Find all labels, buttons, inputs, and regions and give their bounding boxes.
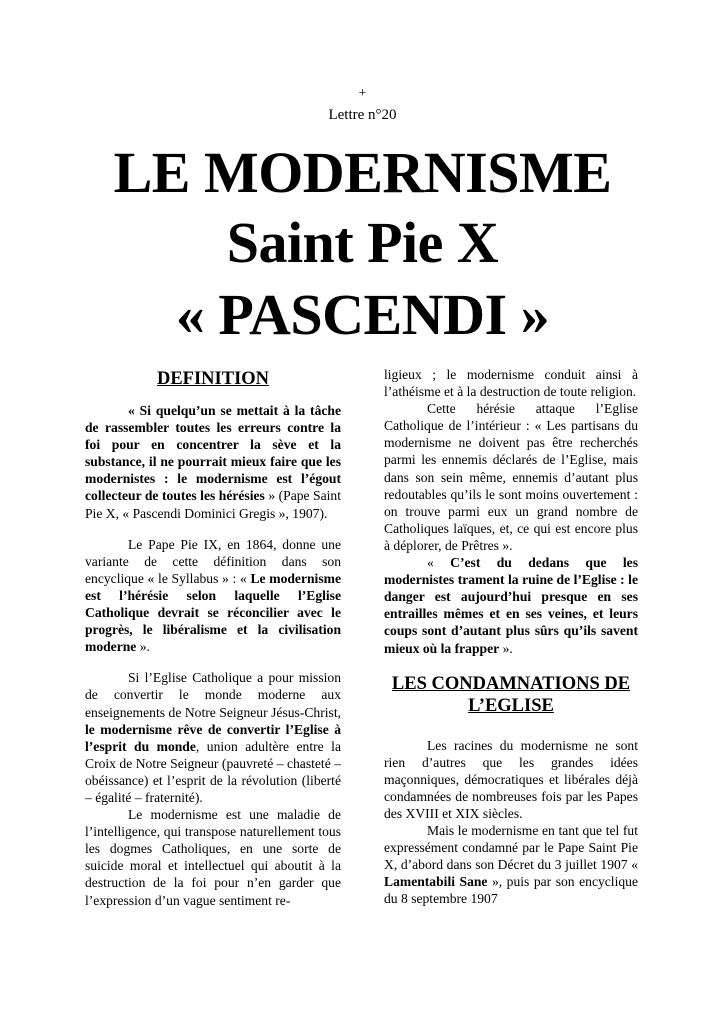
left-column xyxy=(85,366,341,909)
title-line-2: Saint Pie X xyxy=(226,210,499,275)
lamentabili-title: Lamentabili Sane xyxy=(384,874,488,890)
letter-number: Lettre n°20 xyxy=(328,107,397,123)
right-paragraph-2: Cette hérésie attaque l’Eglise Catholique de l’intérieur : « Les partisans du modernisme ne doivent pas être recherchés parmi les ennemis déclarés de l’Eglise, mais dans son sein même, ennemis d’autant plus redoutables qu’ils le sont moins ouvertement : on trouve parmi eux un grand nombre de Catholiques laïques, et, ce qui est encore plus à déplorer, de Prêtres ». xyxy=(384,401,638,553)
title-line-3: « PASCENDI » xyxy=(175,282,550,347)
convert-church-emphasis: le modernisme rêve de convertir l’Eglise à l’esprit du monde xyxy=(85,721,341,754)
cross-symbol: + xyxy=(358,86,367,101)
pascendi-quote: « Si quelqu’un se mettait à la tâche de rassembler toutes les erreurs contre la foi pour en concentrer la sève et la substance, il ne pourrait mieux faire que les modernistes : le modernisme est l’égout collecteur de toutes les hérésies xyxy=(85,403,341,504)
right-paragraph-5: Mais le modernisme en tant que tel fut expressément condamné par le Pape Saint Pie X, d’abord dans son Décret du 3 juillet 1907 « Lamentabili Sane », puis par son encyclique du 8 septembre 1907 xyxy=(384,823,638,907)
definition-heading: DEFINITION xyxy=(156,369,270,389)
condemnations-heading: LES CONDAMNATIONS DE L’EGLISE xyxy=(391,673,631,716)
right-paragraph-1: ligieux ; le modernisme conduit ainsi à l’athéisme et à la destruction de toute religion. xyxy=(384,367,638,400)
syllabus-quote: Le modernisme est l’hérésie selon laquelle l’Eglise Catholique devrait se réconcilier avec le progrès, le libéralisme et la civilisation moderne xyxy=(85,570,341,655)
right-column xyxy=(384,366,638,908)
title-line-1: LE MODERNISME xyxy=(113,140,612,205)
right-paragraph-3: « C’est du dedans que les modernistes trament la ruine de l’Eglise : le danger est aujourd’hui presque en ses entrailles mêmes et en ses veines, et leurs coups sont d’autant plus sûrs qu’ils savent mieux où la frapper ». xyxy=(384,555,638,656)
definition-paragraph-1: « Si quelqu’un se mettait à la tâche de rassembler toutes les erreurs contre la foi pour en concentrer la sève et la substance, il ne pourrait mieux faire que les modernistes : le modernisme est l’égout collecteur de toutes les hérésies » (Pape Saint Pie X, « Pascendi Dominici Gregis », 1907). xyxy=(85,403,342,521)
definition-paragraph-2: Le Pape Pie IX, en 1864, donne une variante de cette définition dans son encyclique « le Syllabus » : « Le modernisme est l’hérésie selon laquelle l’Eglise Catholique devrait se réconcilier avec le progrès, le libéralisme et la civilisation moderne ». xyxy=(85,536,341,655)
from-within-quote: C’est du dedans que les modernistes trament la ruine de l’Eglise : le danger est aujourd’hui presque en ses entrailles mêmes et en ses veines, et leurs coups sont d’autant plus sûrs qu’ils savent mieux où la frapper xyxy=(384,555,638,656)
definition-paragraph-3: Si l’Eglise Catholique a pour mission de convertir le monde moderne aux enseignements de Notre Seigneur Jésus-Christ, le modernisme rêve de convertir l’Eglise à l’esprit du monde, union adultère entre la Croix de Notre Seigneur (pauvreté – chasteté – obéissance) et l’esprit de la révolution (liberté – égalité – fraternité). xyxy=(85,670,341,805)
definition-paragraph-4: Le modernisme est une maladie de l’intelligence, qui transpose naturellement tous les dogmes Catholiques, en une sorte de suicide moral et intellectuel qui aboutit à la destruction de la foi pour n’en garder que l’expression d’un vague sentiment re- xyxy=(85,807,341,908)
right-paragraph-4: Les racines du modernisme ne sont rien d’autres que les grandes idées maçonniques, démocratiques et libérales déjà condamnées de nombreuses fois par les Papes des XVIII et XIX siècles. xyxy=(384,737,638,821)
